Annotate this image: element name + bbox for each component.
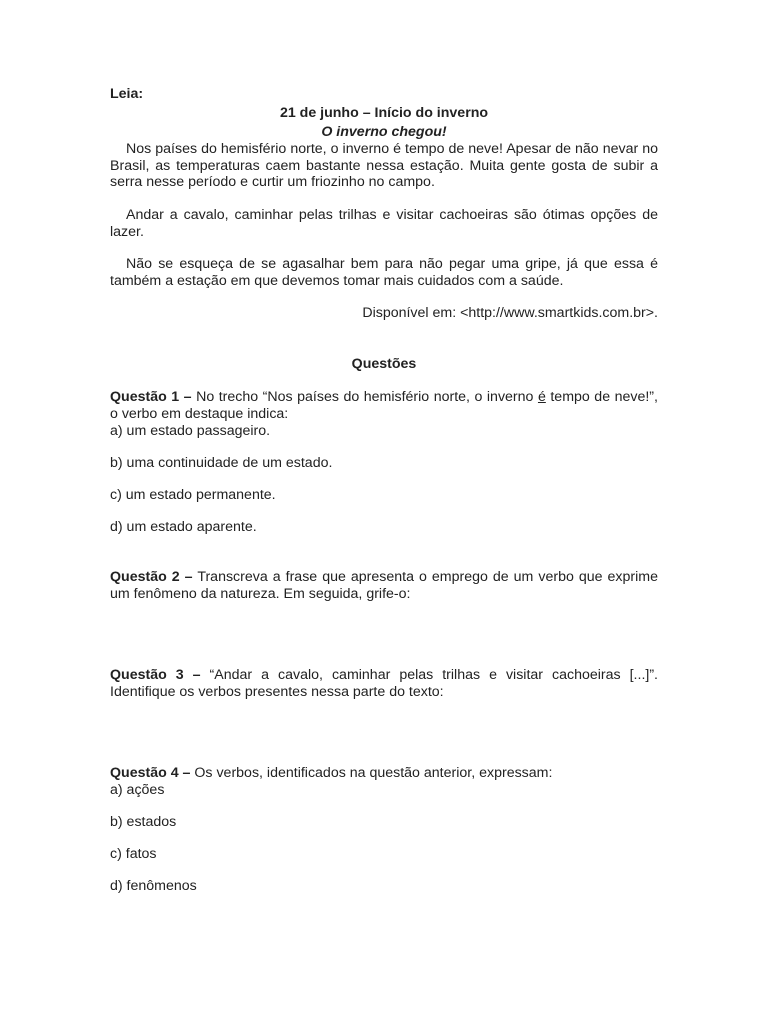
question-4-label: Questão 4 – <box>110 765 191 781</box>
question-1-text-after: tempo de neve!”, o verbo em destaque indica: <box>110 389 658 422</box>
article-paragraph-2: Andar a cavalo, caminhar pelas trilhas e visitar cachoeiras são ótimas opções de lazer. <box>110 207 658 240</box>
question-4-option-d: d) fenômenos <box>110 878 197 894</box>
article-subheading: O inverno chegou! <box>321 124 447 140</box>
question-2-label: Questão 2 – <box>110 569 193 585</box>
source-citation: Disponível em: <http://www.smartkids.com.br>. <box>362 305 658 321</box>
question-4-stem <box>110 765 658 782</box>
question-4-option-c: c) fatos <box>110 846 157 862</box>
question-1-option-c: c) um estado permanente. <box>110 487 276 503</box>
question-1-stem <box>110 389 658 422</box>
question-1-option-a: a) um estado passageiro. <box>110 423 271 439</box>
question-3-label: Questão 3 – <box>110 667 201 683</box>
question-1-text-before: No trecho “Nos países do hemisfério norte, o inverno <box>196 389 534 405</box>
article-paragraph-1: Nos países do hemisfério norte, o inverno é tempo de neve! Apesar de não nevar no Brasil, as temperaturas caem bastante nessa estação. Muita gente gosta de subir a serra nesse período e curtir um friozinho no campo. <box>110 141 658 191</box>
question-4-text: Os verbos, identificados na questão anterior, expressam: <box>194 765 553 781</box>
question-2-text: Transcreva a frase que apresenta o emprego de um verbo que exprime um fenômeno da natureza. Em seguida, grife-o: <box>110 569 658 602</box>
question-4-option-b: b) estados <box>110 814 177 830</box>
article-heading: 21 de junho – Início do inverno <box>279 105 489 121</box>
questions-title: Questões <box>351 356 417 372</box>
question-1-option-b: b) uma continuidade de um estado. <box>110 455 333 471</box>
question-1-option-d: d) um estado aparente. <box>110 519 257 535</box>
article-paragraph-3: Não se esqueça de se agasalhar bem para não pegar uma gripe, já que essa é também a estação em que devemos tomar mais cuidados com a saúde. <box>110 256 658 289</box>
question-1-label: Questão 1 – <box>110 389 192 405</box>
question-2-stem <box>110 569 658 602</box>
question-1-highlight: é <box>537 389 546 405</box>
question-3-stem <box>110 667 658 700</box>
intro-label: Leia: <box>110 86 144 102</box>
question-4-option-a: a) ações <box>110 782 165 798</box>
question-3-text: “Andar a cavalo, caminhar pelas trilhas e visitar cachoeiras [...]”. Identifique os verbos presentes nessa parte do texto: <box>110 667 658 700</box>
